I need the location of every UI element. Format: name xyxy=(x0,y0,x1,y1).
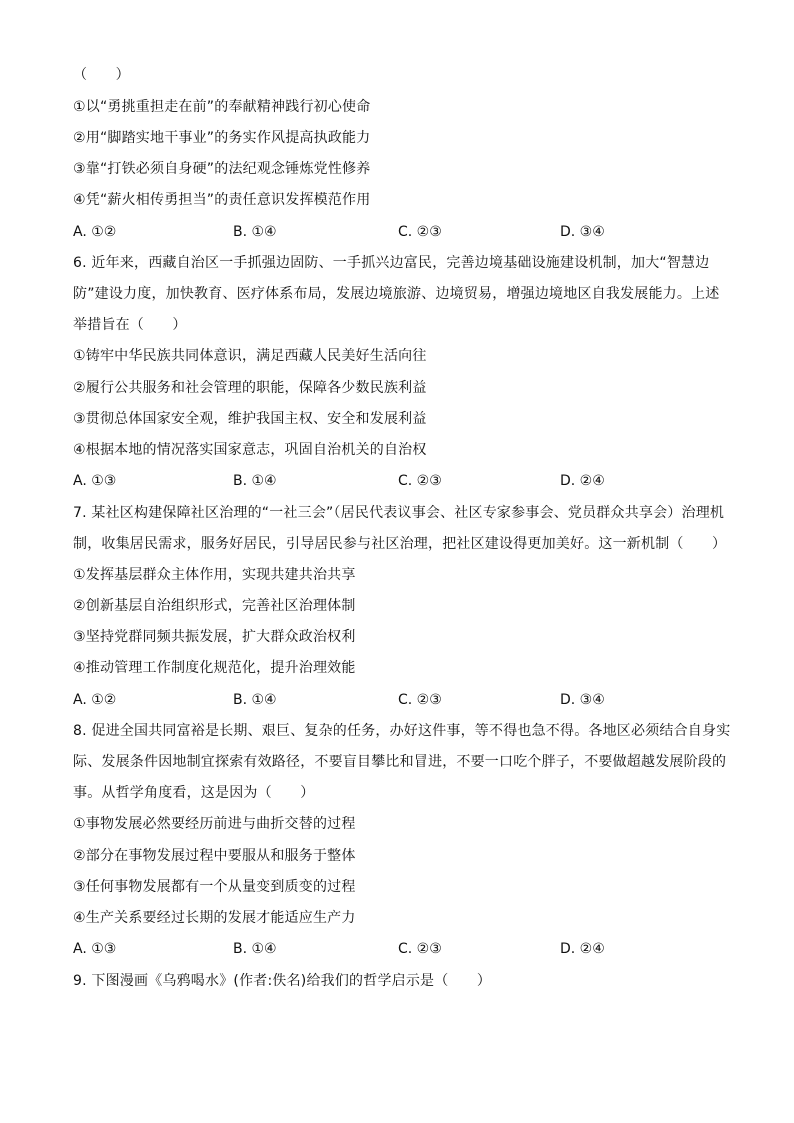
q7-option-2: ②创新基层自治组织形式，完善社区治理体制 xyxy=(73,598,356,614)
q6-stem-line-3: 举措旨在（ ） xyxy=(73,317,187,333)
q6-stem-line-2: 防”建设力度，加快教育、医疗体系布局，发展边境旅游、边境贸易，增强边境地区自我发展能力。上述 xyxy=(73,286,720,302)
q8-choice-d: D. ②④ xyxy=(560,941,605,957)
q8-stem-line-1: 8. 促进全国共同富裕是长期、艰巨、复杂的任务，办好这件事，等不得也急不得。各地区必须结合自身实 xyxy=(73,723,731,739)
q7-choice-d: D. ③④ xyxy=(560,692,605,708)
q5-choices xyxy=(73,223,733,241)
q7-choice-a: A. ①② xyxy=(73,692,117,708)
q6-choice-b: B. ①④ xyxy=(233,473,277,489)
q6-option-1: ①铸牢中华民族共同体意识，满足西藏人民美好生活向往 xyxy=(73,348,427,364)
q7-choice-c: C. ②③ xyxy=(398,692,442,708)
q8-option-3: ③任何事物发展都有一个从量变到质变的过程 xyxy=(73,879,356,895)
q7-stem-line-2: 制，收集居民需求，服务好居民，引导居民参与社区治理，把社区建设得更加美好。这一新机制（ ） xyxy=(73,536,727,552)
q8-choice-b: B. ①④ xyxy=(233,941,277,957)
q6-stem-line-1: 6. 近年来，西藏自治区一手抓强边固防、一手抓兴边富民，完善边境基础设施建设机制，加大“智慧边 xyxy=(73,255,710,271)
q7-stem-line-1: 7. 某社区构建保障社区治理的“一社三会”（居民代表议事会、社区专家参事会、党员群众共享会）治理机 xyxy=(73,505,725,521)
q9-stem-line-1: 9. 下图漫画《乌鸦喝水》(作者:佚名)给我们的哲学启示是（ ） xyxy=(73,973,492,989)
q5-bracket: （ ） xyxy=(73,67,130,83)
q8-choice-a: A. ①③ xyxy=(73,941,117,957)
q5-option-3: ③靠“打铁必须自身硬”的法纪观念锤炼党性修养 xyxy=(73,161,371,177)
q6-choice-d: D. ②④ xyxy=(560,473,605,489)
q8-choices xyxy=(73,940,733,958)
q7-option-1: ①发挥基层群众主体作用，实现共建共治共享 xyxy=(73,567,356,583)
q6-choices xyxy=(73,472,733,490)
q5-choice-a: A. ①② xyxy=(73,224,117,240)
q6-choice-a: A. ①③ xyxy=(73,473,117,489)
q8-stem-line-3: 事。从哲学角度看，这是因为（ ） xyxy=(73,785,315,801)
q5-option-4: ④凭“薪火相传勇担当”的责任意识发挥模范作用 xyxy=(73,192,371,208)
q5-choice-d: D. ③④ xyxy=(560,224,605,240)
q5-choice-c: C. ②③ xyxy=(398,224,442,240)
q7-choices xyxy=(73,691,733,709)
q8-option-1: ①事物发展必然要经历前进与曲折交替的过程 xyxy=(73,816,356,832)
q7-choice-b: B. ①④ xyxy=(233,692,277,708)
q5-option-1: ①以“勇挑重担走在前”的奉献精神践行初心使命 xyxy=(73,99,371,115)
q6-choice-c: C. ②③ xyxy=(398,473,442,489)
q5-option-2: ②用“脚踏实地干事业”的务实作风提高执政能力 xyxy=(73,130,371,146)
q8-choice-c: C. ②③ xyxy=(398,941,442,957)
q6-option-2: ②履行公共服务和社会管理的职能，保障各少数民族利益 xyxy=(73,380,427,396)
q6-option-3: ③贯彻总体国家安全观，维护我国主权、安全和发展利益 xyxy=(73,411,427,427)
q8-option-4: ④生产关系要经过长期的发展才能适应生产力 xyxy=(73,910,356,926)
q5-choice-b: B. ①④ xyxy=(233,224,277,240)
q8-stem-line-2: 际、发展条件因地制宜探索有效路径，不要盲目攀比和冒进，不要一口吃个胖子，不要做超越发展阶段的 xyxy=(73,754,727,770)
q7-option-4: ④推动管理工作制度化规范化，提升治理效能 xyxy=(73,660,356,676)
q6-option-4: ④根据本地的情况落实国家意志，巩固自治机关的自治权 xyxy=(73,442,427,458)
q8-option-2: ②部分在事物发展过程中要服从和服务于整体 xyxy=(73,848,356,864)
q7-option-3: ③坚持党群同频共振发展，扩大群众政治权利 xyxy=(73,629,356,645)
